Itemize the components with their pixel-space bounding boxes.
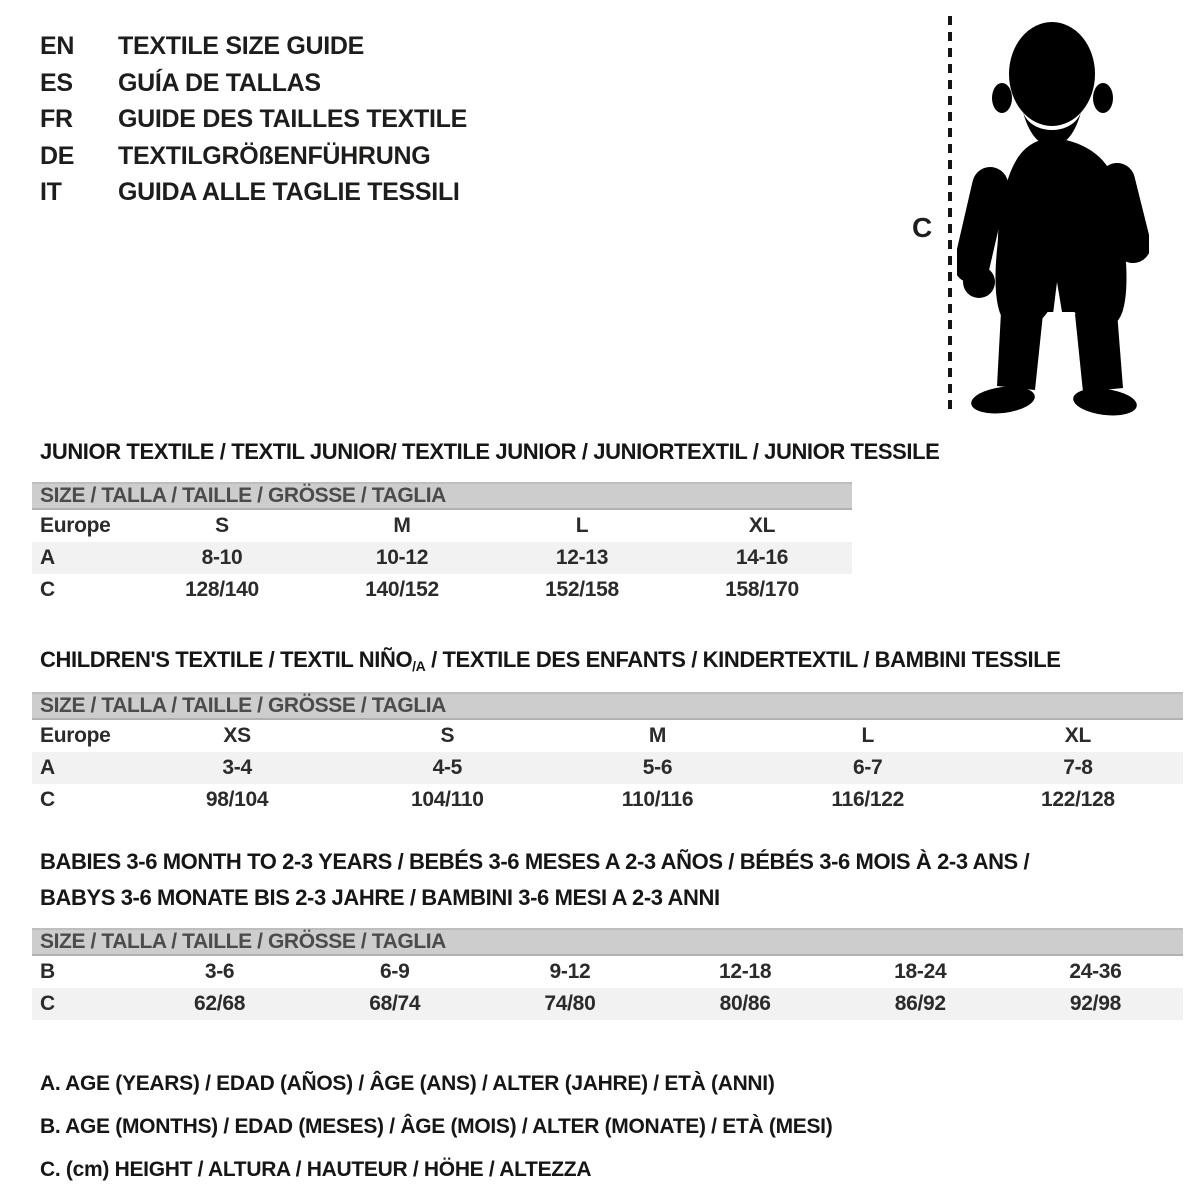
row-label: C [40,578,55,601]
row-label: A [40,546,55,569]
size-header-bar: SIZE / TALLA / TAILLE / GRÖSSE / TAGLIA [32,482,852,510]
size-cell: 98/104 [205,788,269,811]
size-cell: 12-13 [555,546,609,569]
section-babies-textile [32,844,1183,1020]
size-header-bar: SIZE / TALLA / TAILLE / GRÖSSE / TAGLIA [32,928,1183,956]
language-title: TEXTILE SIZE GUIDE [118,32,365,60]
size-cell: M [648,724,667,747]
section-title-text: BABIES 3-6 MONTH TO 2-3 YEARS / BEBÉS 3-6 MESES A 2-3 AÑOS / BÉBÉS 3-6 MOIS À 2-3 ANS / [40,849,1030,874]
size-cell: 8-10 [201,546,243,569]
table-row [32,720,1183,752]
size-cell: L [861,724,874,747]
language-title: GUIDE DES TAILLES TEXTILE [118,105,468,133]
section-title-text: CHILDREN'S TEXTILE / TEXTIL NIÑO [40,647,413,672]
legend-notes [40,1062,832,1191]
size-cell: 6-9 [380,960,410,983]
size-cell: 140/152 [365,578,439,601]
language-code: ES [40,68,73,97]
language-code: EN [40,32,75,60]
size-cell: 12-18 [718,960,772,983]
row-label: A [40,756,55,779]
size-cell: 92/98 [1069,992,1121,1015]
legend-note: C. (cm) HEIGHT / ALTURA / HAUTEUR / HÖHE / ALTEZZA [40,1158,592,1181]
legend-note: A. AGE (YEARS) / EDAD (AÑOS) / ÂGE (ANS) / ALTER (JAHRE) / ETÀ (ANNI) [40,1072,775,1095]
table-row [32,988,1183,1020]
size-cell: S [215,514,229,537]
row-label: Europe [40,724,111,747]
size-cell: 122/128 [1041,788,1115,811]
size-cell: XL [1064,724,1092,747]
size-cell: 14-16 [735,546,789,569]
language-row [40,28,467,65]
size-cell: 24-36 [1069,960,1122,983]
table-row [32,510,852,542]
row-label: B [40,960,55,983]
size-cell: XL [748,514,776,537]
row-label: C [40,788,55,811]
size-cell: 62/68 [194,992,246,1015]
row-label: Europe [40,514,111,537]
language-code: FR [40,105,73,133]
size-header-bar: SIZE / TALLA / TAILLE / GRÖSSE / TAGLIA [32,692,1183,720]
section-title-text: BABYS 3-6 MONATE BIS 2-3 JAHRE / BAMBINI 3-6 MESI A 2-3 ANNI [40,885,720,910]
size-cell: XS [223,724,251,747]
size-cell: S [440,724,455,747]
language-row [40,101,467,138]
section-title-text: / TEXTILE DES ENFANTS / KINDERTEXTIL / BAMBINI TESSILE [425,647,1061,672]
table-row [32,784,1183,816]
language-code: IT [40,178,62,206]
size-cell: 152/158 [545,578,619,601]
section-title [32,642,1183,680]
language-list [40,28,467,211]
size-cell: 68/74 [369,992,421,1015]
section-title-text: JUNIOR TEXTILE / TEXTIL JUNIOR/ TEXTILE JUNIOR / JUNIORTEXTIL / JUNIOR TESSILE [40,439,940,464]
height-measure-line [948,16,952,416]
language-title: GUÍA DE TALLAS [118,68,321,97]
size-cell: 104/110 [410,788,484,811]
toddler-silhouette-icon [957,14,1149,422]
row-label: C [40,992,55,1015]
table-row [32,574,852,606]
size-cell: M [393,514,411,537]
size-cell: 4-5 [432,756,463,779]
size-cell: 3-6 [204,960,235,983]
size-cell: 10-12 [375,546,429,569]
size-cell: 74/80 [544,992,596,1015]
language-row [40,65,467,102]
language-code: DE [40,141,75,170]
size-cell: 9-12 [549,960,591,983]
size-cell: 86/92 [894,992,946,1015]
size-cell: 3-4 [222,756,252,779]
size-cell: L [575,514,589,537]
section-title [32,434,940,470]
table-row [32,956,1183,988]
size-cell: 110/116 [621,788,694,811]
section-title-text: /A [412,658,426,674]
size-cell: 158/170 [725,578,799,601]
size-cell: 18-24 [894,960,947,983]
section-children-textile [32,642,1183,816]
height-measure-label: C [912,212,933,243]
size-cell: 5-6 [642,756,673,779]
size-cell: 128/140 [185,578,259,601]
language-title: GUIDA ALLE TAGLIE TESSILI [118,178,460,206]
language-row [40,138,467,175]
section-title [32,880,1183,916]
size-cell: 80/86 [719,992,771,1015]
section-title [32,844,1183,880]
table-row [32,542,852,574]
table-row [32,752,1183,784]
size-cell: 7-8 [1063,756,1093,779]
legend-note: B. AGE (MONTHS) / EDAD (MESES) / ÂGE (MOIS) / ALTER (MONATE) / ETÀ (MESI) [40,1115,833,1138]
size-cell: 6-7 [852,756,883,779]
language-title: TEXTILGRÖßENFÜHRUNG [118,141,431,170]
language-row [40,174,467,211]
size-cell: 116/122 [831,788,905,811]
section-junior-textile [32,434,940,606]
